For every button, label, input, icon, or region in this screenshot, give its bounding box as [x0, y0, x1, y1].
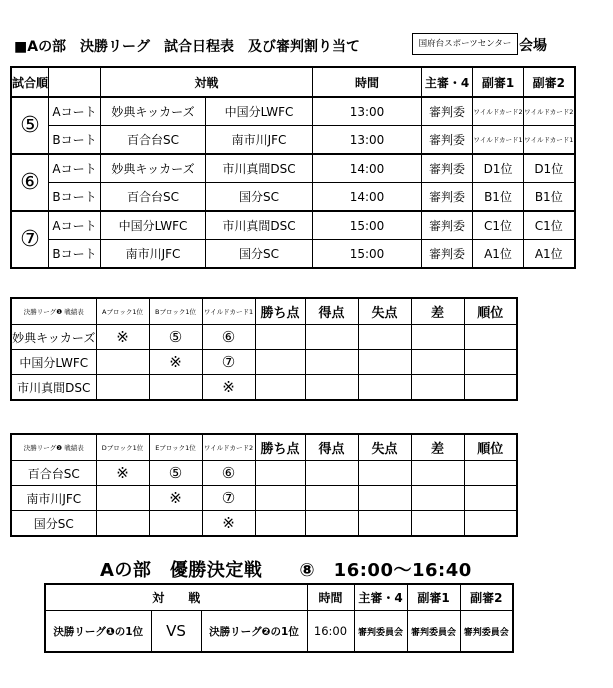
header-blank	[49, 67, 101, 97]
stat-cell	[305, 375, 358, 401]
assistant-referee-2: ワイルドカード1	[524, 126, 575, 155]
result-cell: ⑤	[149, 461, 202, 486]
final-title: Aの部 優勝決定戦 ⑧ 16:00〜16:40	[100, 560, 472, 581]
team-name: 国分SC	[11, 511, 96, 537]
stat-cell	[305, 511, 358, 537]
stat-cell	[358, 486, 411, 511]
team-name: 南市川JFC	[11, 486, 96, 511]
stat-cell	[464, 461, 517, 486]
venue-name: 国府台スポーツセンター	[412, 33, 518, 55]
stat-header: 失点	[358, 298, 411, 325]
result-cell: ※	[96, 325, 149, 350]
stat-cell	[358, 511, 411, 537]
time: 14:00	[313, 183, 422, 212]
table-row	[11, 154, 575, 183]
assistant-referee-2: A1位	[524, 240, 575, 269]
column-header: ワイルドカード1	[202, 298, 255, 325]
table-row	[11, 511, 517, 537]
stat-header: 勝ち点	[255, 434, 305, 461]
header-time: 時間	[313, 67, 422, 97]
team-1: 中国分LWFC	[101, 211, 206, 240]
final-team-1: 決勝リーグ❶の1位	[45, 611, 151, 653]
final-header-chief: 主審・4	[354, 584, 407, 611]
final-chief: 審判委員会	[354, 611, 407, 653]
court: Bコート	[49, 126, 101, 155]
stat-cell	[411, 461, 464, 486]
final-table	[44, 583, 514, 653]
time: 14:00	[313, 154, 422, 183]
table-row	[11, 461, 517, 486]
final-header-time: 時間	[307, 584, 354, 611]
table-row	[11, 183, 575, 212]
table-row	[11, 211, 575, 240]
stat-cell	[255, 461, 305, 486]
stat-cell	[305, 350, 358, 375]
court: Bコート	[49, 240, 101, 269]
stat-cell	[411, 486, 464, 511]
assistant-referee-2: C1位	[524, 211, 575, 240]
header-ref2: 副審2	[524, 67, 575, 97]
table-row	[11, 240, 575, 269]
result-cell	[96, 350, 149, 375]
match-number: ⑤	[11, 97, 49, 154]
assistant-referee-2: D1位	[524, 154, 575, 183]
stat-cell	[411, 511, 464, 537]
result-cell: ⑥	[202, 325, 255, 350]
stat-cell	[358, 325, 411, 350]
table-row	[11, 350, 517, 375]
result-cell: ※	[202, 375, 255, 401]
team-2: 南市川JFC	[206, 126, 313, 155]
standings-table-2	[10, 433, 518, 537]
assistant-referee-1: B1位	[473, 183, 524, 212]
standings-table-1	[10, 297, 518, 401]
standings-title: 決勝リーグ❷ 戦績表	[11, 434, 96, 461]
stat-cell	[411, 350, 464, 375]
time: 13:00	[313, 97, 422, 126]
time: 15:00	[313, 211, 422, 240]
header-match-no: 試合順	[11, 67, 49, 97]
stat-cell	[464, 325, 517, 350]
team-1: 妙典キッカーズ	[101, 97, 206, 126]
schedule-table	[10, 66, 576, 269]
team-name: 中国分LWFC	[11, 350, 96, 375]
stat-cell	[305, 486, 358, 511]
stat-cell	[464, 486, 517, 511]
assistant-referee-1: A1位	[473, 240, 524, 269]
final-team-2: 決勝リーグ❷の1位	[201, 611, 307, 653]
stat-cell	[358, 350, 411, 375]
stat-cell	[255, 486, 305, 511]
result-cell: ⑤	[149, 325, 202, 350]
result-cell: ※	[96, 461, 149, 486]
stat-header: 得点	[305, 298, 358, 325]
final-header-ref1: 副審1	[407, 584, 460, 611]
team-2: 市川真間DSC	[206, 211, 313, 240]
court: Aコート	[49, 97, 101, 126]
vs-label: VS	[151, 611, 201, 653]
standings-title: 決勝リーグ❶ 戦績表	[11, 298, 96, 325]
stat-header: 失点	[358, 434, 411, 461]
assistant-referee-1: D1位	[473, 154, 524, 183]
stat-cell	[411, 375, 464, 401]
stat-header: 順位	[464, 434, 517, 461]
chief-referee: 審判委	[422, 154, 473, 183]
stat-cell	[358, 461, 411, 486]
match-number: ⑥	[11, 154, 49, 211]
final-time: 16:00	[307, 611, 354, 653]
team-name: 妙典キッカーズ	[11, 325, 96, 350]
table-row	[11, 325, 517, 350]
schedule-header-row	[11, 67, 575, 97]
team-1: 南市川JFC	[101, 240, 206, 269]
column-header: Aブロック1位	[96, 298, 149, 325]
assistant-referee-1: C1位	[473, 211, 524, 240]
time: 15:00	[313, 240, 422, 269]
team-2: 市川真間DSC	[206, 154, 313, 183]
team-1: 妙典キッカーズ	[101, 154, 206, 183]
court: Aコート	[49, 154, 101, 183]
result-cell: ※	[202, 511, 255, 537]
result-cell	[149, 375, 202, 401]
table-row	[11, 486, 517, 511]
chief-referee: 審判委	[422, 183, 473, 212]
team-2: 国分SC	[206, 183, 313, 212]
stat-cell	[358, 375, 411, 401]
result-cell	[96, 511, 149, 537]
final-header-match: 対 戦	[45, 584, 307, 611]
final-ref2: 審判委員会	[460, 611, 513, 653]
table-row	[11, 97, 575, 126]
chief-referee: 審判委	[422, 211, 473, 240]
result-cell: ⑦	[202, 350, 255, 375]
stat-cell	[464, 350, 517, 375]
page-title: ■Aの部 決勝リーグ 試合日程表 及び審判割り当て	[14, 39, 361, 55]
final-ref1: 審判委員会	[407, 611, 460, 653]
stat-cell	[464, 375, 517, 401]
table-row	[45, 611, 513, 653]
assistant-referee-2: B1位	[524, 183, 575, 212]
match-number: ⑦	[11, 211, 49, 268]
team-name: 百合台SC	[11, 461, 96, 486]
team-2: 国分SC	[206, 240, 313, 269]
team-2: 中国分LWFC	[206, 97, 313, 126]
result-cell: ⑦	[202, 486, 255, 511]
header-match: 対戦	[101, 67, 313, 97]
stat-cell	[255, 511, 305, 537]
table-row	[11, 126, 575, 155]
stat-header: 順位	[464, 298, 517, 325]
result-cell	[96, 375, 149, 401]
venue-suffix: 会場	[519, 38, 547, 54]
assistant-referee-1: ワイルドカード2	[473, 97, 524, 126]
stat-header: 差	[411, 434, 464, 461]
chief-referee: 審判委	[422, 240, 473, 269]
team-1: 百合台SC	[101, 126, 206, 155]
final-header-ref2: 副審2	[460, 584, 513, 611]
court: Bコート	[49, 183, 101, 212]
header-ref1: 副審1	[473, 67, 524, 97]
team-name: 市川真間DSC	[11, 375, 96, 401]
stat-header: 勝ち点	[255, 298, 305, 325]
stat-cell	[464, 511, 517, 537]
chief-referee: 審判委	[422, 126, 473, 155]
standings-header-row	[11, 298, 517, 325]
stat-header: 差	[411, 298, 464, 325]
standings-header-row	[11, 434, 517, 461]
court: Aコート	[49, 211, 101, 240]
chief-referee: 審判委	[422, 97, 473, 126]
stat-cell	[255, 375, 305, 401]
stat-cell	[305, 325, 358, 350]
stat-cell	[255, 350, 305, 375]
stat-cell	[305, 461, 358, 486]
result-cell: ※	[149, 350, 202, 375]
result-cell: ※	[149, 486, 202, 511]
result-cell	[96, 486, 149, 511]
stat-cell	[411, 325, 464, 350]
assistant-referee-2: ワイルドカード2	[524, 97, 575, 126]
time: 13:00	[313, 126, 422, 155]
column-header: Bブロック1位	[149, 298, 202, 325]
assistant-referee-1: ワイルドカード1	[473, 126, 524, 155]
stat-header: 得点	[305, 434, 358, 461]
result-cell: ⑥	[202, 461, 255, 486]
stat-cell	[255, 325, 305, 350]
team-1: 百合台SC	[101, 183, 206, 212]
header-chief: 主審・4	[422, 67, 473, 97]
column-header: Eブロック1位	[149, 434, 202, 461]
column-header: ワイルドカード2	[202, 434, 255, 461]
result-cell	[149, 511, 202, 537]
final-header-row	[45, 584, 513, 611]
column-header: Dブロック1位	[96, 434, 149, 461]
table-row	[11, 375, 517, 401]
